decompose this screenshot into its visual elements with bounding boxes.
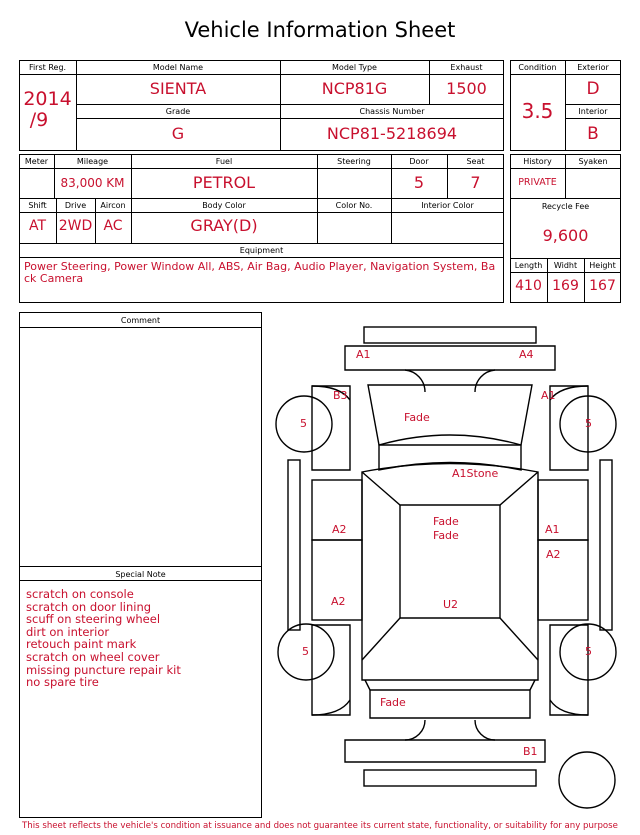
special-note-item: scuff on steering wheel — [26, 612, 161, 627]
rear-bumper — [345, 740, 545, 762]
damage-front-bumper-left: A1 — [356, 348, 371, 361]
first-reg-month: /9 — [29, 109, 49, 131]
recycle-fee-value: 9,600 — [542, 226, 589, 245]
equipment-value: Power Steering, Power Window All, ABS, Air Bag, Audio Player, Navigation System, Back Camera — [24, 260, 496, 285]
special-note-item: scratch on console — [26, 587, 134, 601]
aircon-value: AC — [103, 218, 123, 234]
seat-label: Seat — [466, 157, 485, 166]
grade-value: G — [171, 124, 185, 143]
model-name-label: Model Name — [152, 63, 204, 72]
special-notes-list — [26, 588, 256, 689]
comment-panel — [19, 312, 262, 818]
damage-front-door-right: A1 — [545, 523, 560, 536]
seat-value: 7 — [470, 173, 481, 192]
special-note-item: retouch paint mark — [26, 637, 137, 652]
door-label: Door — [409, 157, 429, 166]
drive-label: Drive — [64, 201, 87, 210]
first-reg-year: 2014 — [23, 88, 72, 110]
grade-label: Grade — [165, 107, 191, 116]
exterior-grade: D — [586, 79, 600, 99]
condition-score: 3.5 — [521, 99, 554, 123]
width-value: 169 — [552, 278, 579, 294]
right-front-fender — [550, 386, 588, 470]
damage-rear-bumper: B1 — [523, 745, 538, 758]
height-label: Height — [589, 261, 616, 270]
chassis-label: Chassis Number — [359, 107, 425, 116]
damage-roof-2: Fade — [433, 529, 459, 542]
spare-tire — [559, 752, 615, 808]
comment-label: Comment — [120, 316, 161, 325]
special-note-item: no spare tire — [26, 675, 99, 690]
shift-label: Shift — [28, 201, 47, 210]
damage-tire-rear-left: 5 — [302, 645, 309, 658]
recycle-fee-label: Recycle Fee — [541, 202, 590, 211]
aircon-label: Aircon — [100, 201, 126, 210]
right-rear-quarter — [550, 625, 588, 715]
model-type-value: NCP81G — [321, 79, 388, 98]
left-rear-door — [312, 540, 362, 620]
height-value: 167 — [589, 278, 616, 294]
exhaust-value: 1500 — [446, 79, 487, 98]
mileage-value: 83,000 KM — [60, 176, 125, 190]
damage-rear-door-left: A2 — [331, 595, 346, 608]
steering-label: Steering — [337, 157, 371, 166]
special-note-item: scratch on door lining — [26, 599, 152, 614]
hood — [368, 385, 532, 445]
chassis-value: NCP81-5218694 — [326, 124, 458, 143]
damage-fender-front-left: B3 — [333, 389, 348, 402]
damage-tire-front-right: 5 — [585, 417, 592, 430]
interior-color-label: Interior Color — [421, 201, 474, 210]
color-no-label: Color No. — [335, 201, 373, 210]
shift-value: AT — [28, 218, 47, 234]
damage-roof-1: Fade — [433, 515, 459, 528]
length-value: 410 — [515, 278, 542, 294]
first-reg-label: First Reg. — [28, 63, 67, 72]
disclaimer-footer: This sheet reflects the vehicle's condition at issuance and does not guarantee its current state, functionality, or suitability for any purpose — [22, 821, 618, 831]
cabin — [362, 464, 538, 681]
damage-pillar-right: A2 — [546, 548, 561, 561]
length-label: Length — [514, 261, 543, 270]
rear-bar — [364, 770, 536, 786]
fuel-value: PETROL — [192, 173, 256, 192]
special-note-label: Special Note — [115, 570, 166, 579]
model-type-label: Model Type — [332, 63, 377, 72]
door-value: 5 — [413, 173, 425, 192]
fuel-label: Fuel — [215, 157, 233, 166]
interior-grade: B — [587, 124, 599, 144]
special-note-item: dirt on interior — [26, 624, 110, 639]
equipment-label: Equipment — [239, 246, 284, 255]
damage-hood: Fade — [404, 411, 430, 424]
damage-windshield: A1Stone — [452, 467, 499, 480]
damage-front-bumper-right: A4 — [519, 348, 534, 361]
model-name-value: SIENTA — [149, 79, 207, 98]
mileage-label: Mileage — [76, 157, 109, 166]
history-label: History — [523, 157, 552, 166]
body-color-label: Body Color — [202, 201, 246, 210]
meter-label: Meter — [24, 157, 49, 166]
interior-label: Interior — [578, 107, 608, 116]
syaken-label: Syaken — [578, 157, 608, 166]
condition-label: Condition — [518, 63, 557, 72]
exterior-label: Exterior — [577, 63, 609, 72]
history-value: PRIVATE — [518, 177, 557, 188]
damage-rear-gate: Fade — [380, 696, 406, 709]
vehicle-diagram — [270, 318, 630, 818]
body-color-value: GRAY(D) — [190, 216, 258, 235]
sheet-title: Vehicle Information Sheet — [184, 18, 456, 42]
left-sill — [288, 460, 300, 630]
damage-fender-front-right: A1 — [541, 389, 556, 402]
damage-tire-rear-right: 5 — [585, 645, 592, 658]
special-note-item: missing puncture repair kit — [26, 662, 181, 677]
damage-front-door-left: A2 — [332, 523, 347, 536]
exhaust-label: Exhaust — [450, 63, 483, 72]
right-sill — [600, 460, 612, 630]
windshield — [379, 435, 521, 470]
drive-value: 2WD — [58, 218, 93, 234]
front-bar — [364, 327, 536, 343]
damage-tire-front-left: 5 — [300, 417, 307, 430]
special-note-item: scratch on wheel cover — [26, 649, 160, 664]
damage-cabin-rear: U2 — [443, 598, 459, 611]
width-label: Widht — [553, 261, 578, 270]
